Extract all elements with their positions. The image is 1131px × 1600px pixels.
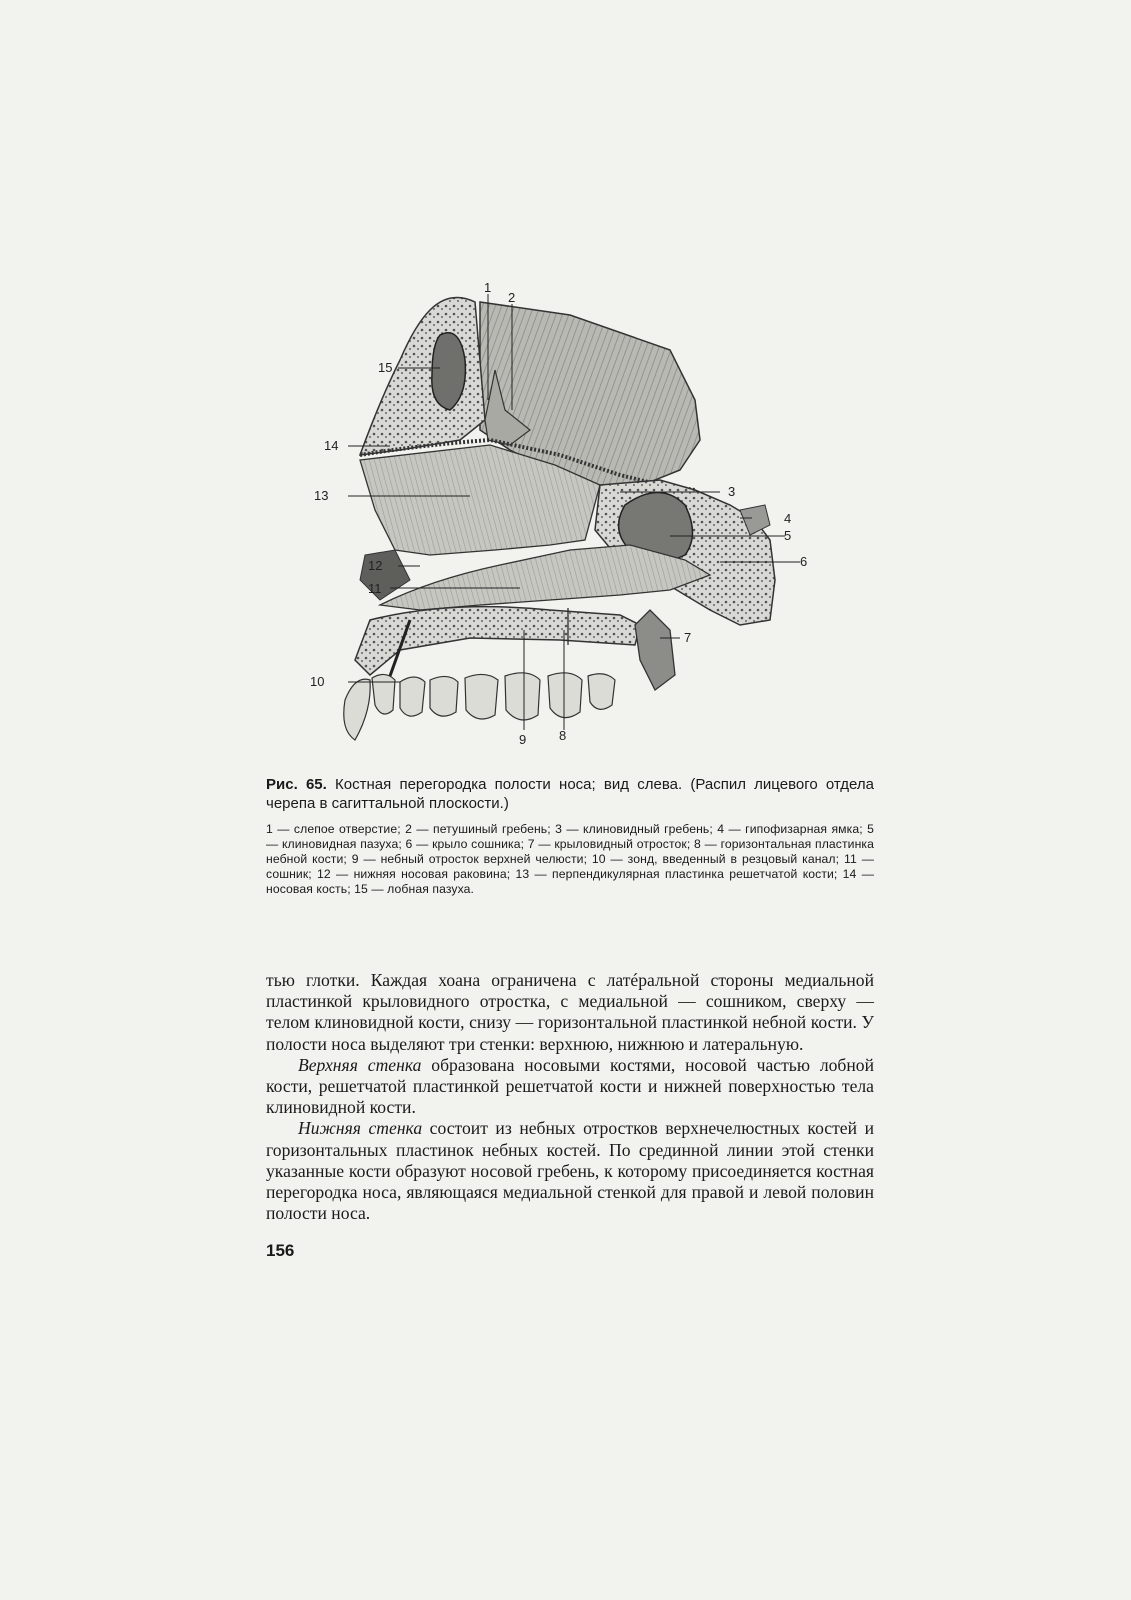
teeth (344, 673, 615, 740)
figure-number: Рис. 65. (266, 776, 327, 793)
label-2: 2 (508, 290, 516, 305)
label-7: 7 (684, 630, 692, 645)
figure-caption (266, 775, 874, 897)
paragraph-2-text: образована носовыми костями, носовой частью лобной кости, решетчатой пластинкой решетчатой кости и нижней поверхностью тела клиновидной кости. (266, 1054, 874, 1118)
frontal-bone (360, 298, 485, 456)
label-15: 15 (378, 360, 393, 375)
paragraph-3-term: Нижняя стенка (298, 1118, 423, 1139)
paragraph-1: тью глотки. Каждая хоана ограничена с латéральной стороны медиальной пластинкой крыловидного отростка, с медиальной — сошником, сверху — телом клиновидной кости, снизу — горизонтальной пластинкой небной кости. У полости носа выделяют три стенки: верхнюю, нижнюю и латеральную. (266, 970, 874, 1054)
label-1: 1 (484, 280, 492, 295)
paragraph-2 (266, 1055, 874, 1119)
body-text (266, 970, 874, 1224)
caption-legend: 1 — слепое отверстие; 2 — петушиный гребень; 3 — клиновидный гребень; 4 — гипофизарная ямка; 5 — клиновидная пазуха; 6 — крыло сошника; 7 — крыловидный отросток; 8 — горизонтальная пластинка небной кости; 9 — небный отросток верхней челюсти; 10 — зонд, введенный в резцовый канал; 11 — сошник; 12 — нижняя носовая раковина; 13 — перпендикулярная пластинка решетчатой кости; 14 — носовая кость; 15 — лобная пазуха. (266, 822, 874, 897)
label-10: 10 (310, 674, 325, 689)
label-12: 12 (368, 558, 383, 573)
label-9: 9 (519, 732, 527, 747)
label-4: 4 (784, 511, 792, 526)
label-14: 14 (324, 438, 339, 453)
nasal-septum-drawing (300, 280, 840, 770)
caption-title (266, 775, 874, 813)
label-11: 11 (368, 581, 382, 596)
label-13: 13 (314, 488, 329, 503)
label-6: 6 (800, 554, 808, 569)
pterygoid-process-shape (635, 610, 675, 690)
caption-title-text: Костная перегородка полости носа; вид слева. (Распил лицевого отдела черепа в сагиттальной плоскости.) (266, 776, 874, 812)
paragraph-3-text: состоит из небных отростков верхнечелюстных костей и горизонтальных пластинок небных костей. По срединной линии этой стенки указанные кости образуют носовой гребень, к которому присоединяется костная перегородка носа, являющаяся медиальной стенкой для правой и левой половин полости носа. (266, 1118, 874, 1224)
paragraph-2-term: Верхняя стенка (298, 1054, 422, 1075)
page-number: 156 (266, 1241, 295, 1260)
label-3: 3 (728, 484, 736, 499)
label-5: 5 (784, 528, 792, 543)
label-8: 8 (559, 728, 567, 743)
paragraph-3 (266, 1118, 874, 1224)
hard-palate (355, 607, 640, 675)
anatomical-illustration (300, 280, 840, 770)
